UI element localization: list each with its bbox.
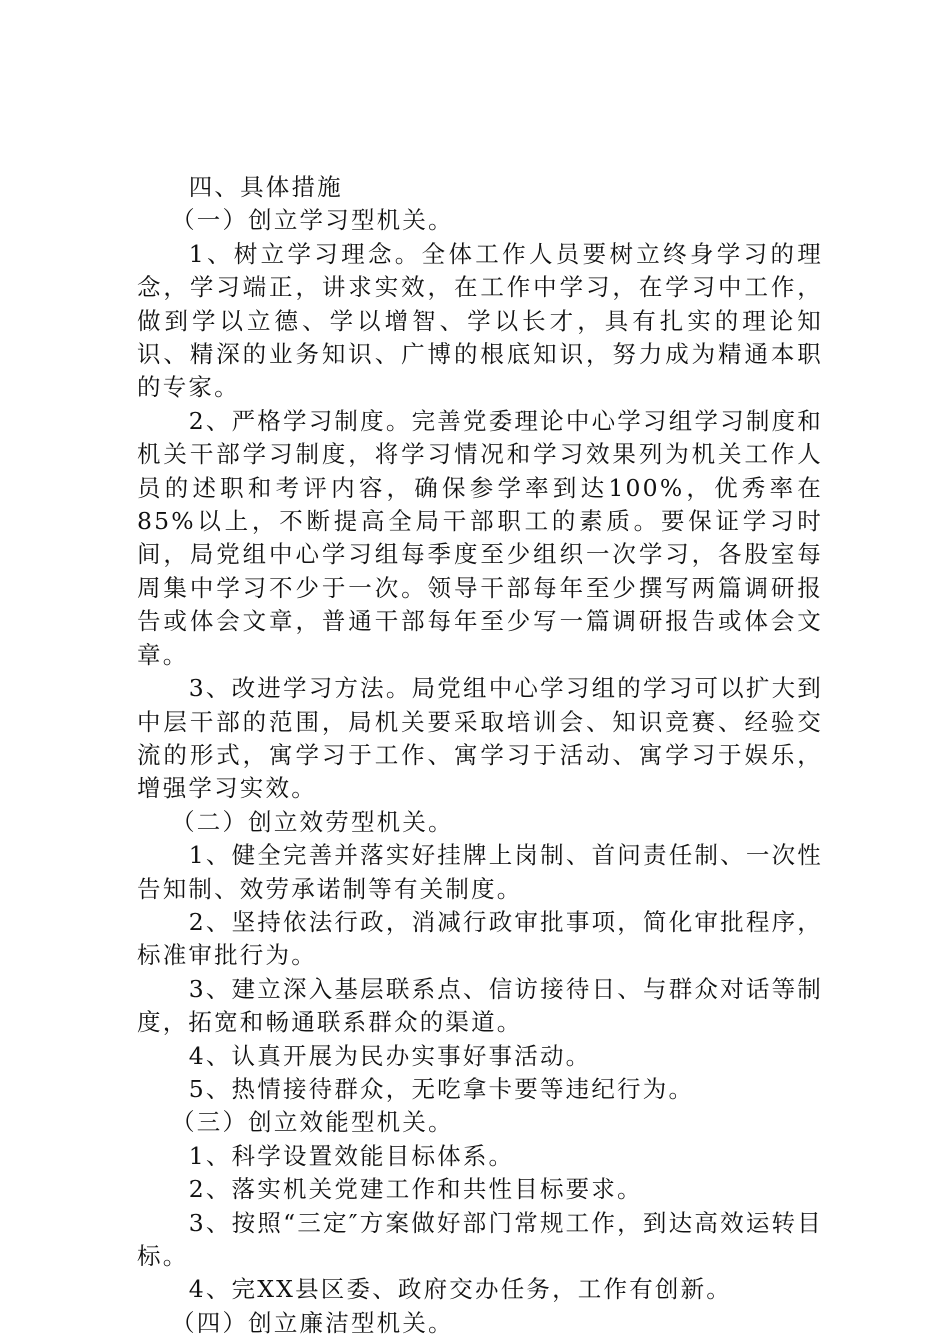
body-paragraph: 3、按照“三定″方案做好部门常规工作，到达高效运转目标。 <box>137 1208 823 1270</box>
body-paragraph: 1、树立学习理念。全体工作人员要树立终身学习的理念，学习端正，讲求实效，在工作中学习，在学习中工作，做到学以立德、学以增智、学以长才，具有扎实的理论知识、精深的业务知识、广博的根底知识，努力成为精通本职的专家。 <box>137 239 823 402</box>
body-paragraph: 2、坚持依法行政，消减行政审批事项，简化审批程序，标准审批行为。 <box>137 907 823 970</box>
subsection-heading: （一）创立学习型机关。 <box>171 206 454 235</box>
body-paragraph: 2、严格学习制度。完善党委理论中心学习组学习制度和机关干部学习制度，将学习情况和学习效果列为机关工作人员的述职和考评内容，确保参学率到达100%，优秀率在85%以上，不断提高全局干部职工的素质。要保证学习时间，局党组中心学习组每季度至少组织一次学习，各股室每周集中学习不少于一次。领导干部每年至少撰写两篇调研报告或体会文章，普通干部每年至少写一篇调研报告或体会文章。 <box>137 406 823 669</box>
section-heading: 四、具体措施 <box>188 173 343 201</box>
body-paragraph: 1、健全完善并落实好挂牌上岗制、首问责任制、一次性告知制、效劳承诺制等有关制度。 <box>137 841 823 903</box>
body-paragraph: 4、认真开展为民办实事好事活动。 <box>188 1041 592 1070</box>
subsection-heading: （三）创立效能型机关。 <box>171 1108 454 1137</box>
body-paragraph: 3、建立深入基层联系点、信访接待日、与群众对话等制度，拓宽和畅通联系群众的渠道。 <box>137 974 823 1037</box>
body-paragraph: 3、改进学习方法。局党组中心学习组的学习可以扩大到中层干部的范围，局机关要采取培训会、知识竞赛、经验交流的形式，寓学习于工作、寓学习于活动、寓学习于娱乐，增强学习实效。 <box>137 674 823 803</box>
subsection-heading: （二）创立效劳型机关。 <box>171 807 454 836</box>
document-body <box>137 171 823 1340</box>
body-paragraph: 4、完XX县区委、政府交办任务，工作有创新。 <box>188 1275 732 1304</box>
subsection-heading: （四）创立廉洁型机关。 <box>171 1308 454 1337</box>
body-paragraph: 5、热情接待群众，无吃拿卡要等违纪行为。 <box>188 1074 695 1103</box>
body-paragraph: 1、科学设置效能目标体系。 <box>188 1141 515 1170</box>
body-paragraph: 2、落实机关党建工作和共性目标要求。 <box>188 1175 643 1204</box>
